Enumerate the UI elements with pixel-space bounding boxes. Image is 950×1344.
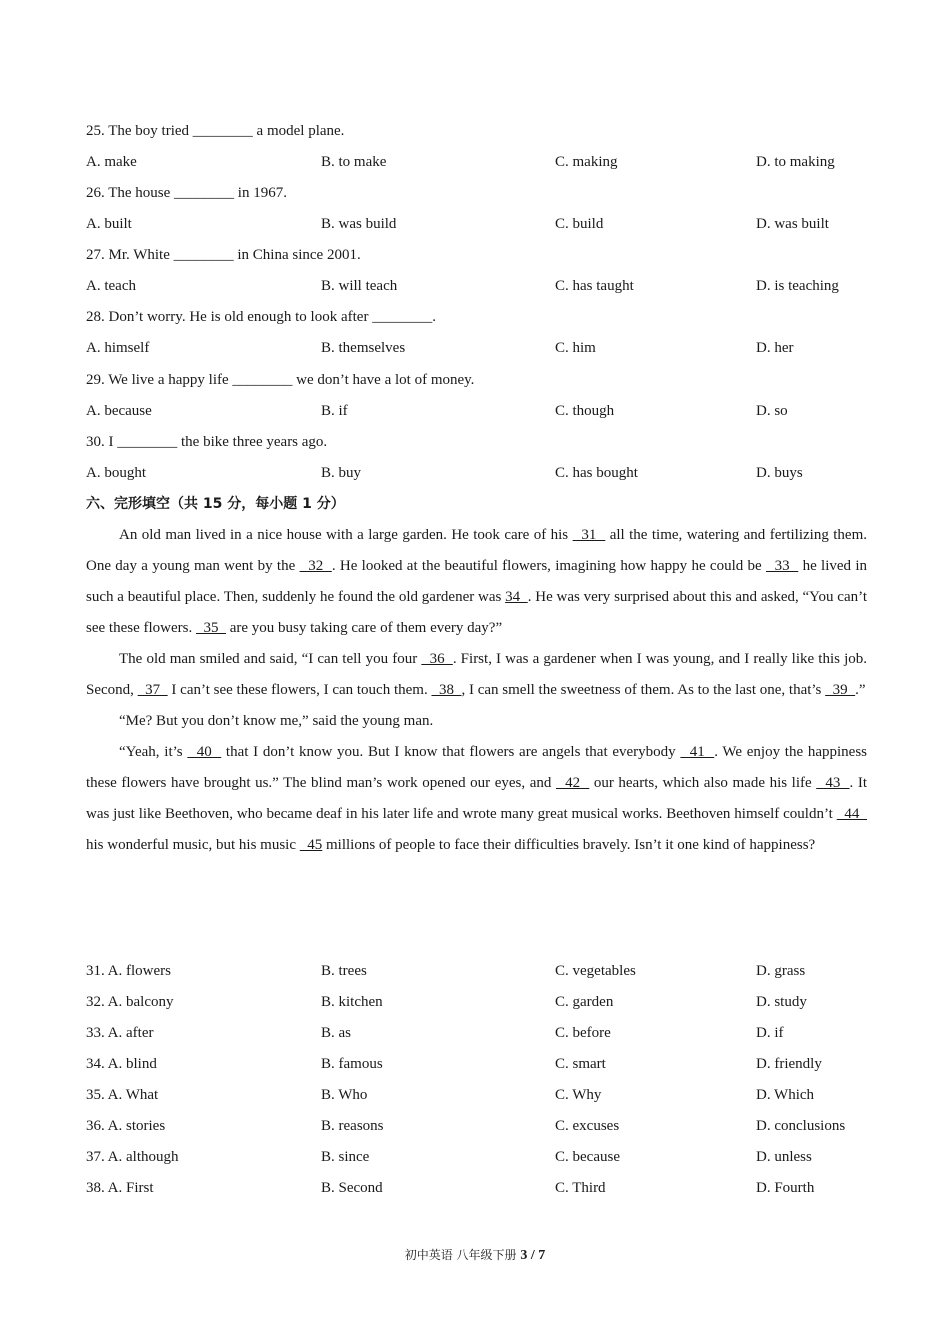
- passage-text: . He looked at the beautiful flowers, imagining how happy he could be: [331, 558, 767, 574]
- passage-text: that I don’t know you. But I know that flowers are angels that everybody: [221, 744, 681, 760]
- blank-39: 39: [825, 682, 856, 698]
- passage-text: . We enjoy the happiness these flowers have brought us.” The blind man’s work opened our eyes, and: [86, 744, 868, 791]
- option-c: C. smart: [555, 1056, 606, 1072]
- passage-text: The old man smiled and said, “I can tell you four: [119, 651, 422, 667]
- passage-text: . It was just like Beethoven, who became deaf in his later life and wrote many great musical works. Beethoven himself couldn’t: [86, 775, 868, 822]
- passage-paragraph: [86, 737, 867, 861]
- option-c: C. him: [555, 340, 596, 356]
- passage-paragraph: “Me? But you don’t know me,” said the young man.: [119, 713, 434, 729]
- option-row: [86, 276, 886, 296]
- question-stem: 29. We live a happy life ________ we don’t have a lot of money.: [86, 372, 475, 388]
- option-row: [86, 214, 886, 234]
- option-c: C. excuses: [555, 1118, 620, 1134]
- cloze-option-row: [86, 1147, 886, 1167]
- option-c: C. though: [555, 403, 615, 419]
- option-b: B. if: [321, 403, 348, 419]
- passage-text: .”: [855, 682, 866, 698]
- passage-text: I can’t see these flowers, I can touch them.: [167, 682, 432, 698]
- option-d: D. Which: [756, 1087, 815, 1103]
- page-footer: [0, 1246, 950, 1264]
- passage-text: are you busy taking care of them every day?”: [225, 620, 503, 636]
- question-stem: 26. The house ________ in 1967.: [86, 185, 287, 201]
- page-number: 3 / 7: [520, 1248, 546, 1263]
- option-b: B. Who: [321, 1087, 368, 1103]
- cloze-option-row: [86, 1116, 886, 1136]
- blank-35: 35: [195, 620, 226, 636]
- passage-text: all the time, watering and fertilizing them. One day a young man went by the: [86, 527, 868, 574]
- option-b: B. trees: [321, 963, 367, 979]
- option-b: B. buy: [321, 465, 362, 481]
- blank-32: 32: [299, 558, 332, 574]
- blank-44: 44: [836, 806, 867, 822]
- passage-text: “Yeah, it’s: [119, 744, 188, 760]
- option-a: A. bought: [86, 465, 146, 481]
- section-title: 六、完形填空（共 15 分，每小题 1 分）: [86, 496, 345, 512]
- option-d: D. unless: [756, 1149, 812, 1165]
- option-b: B. since: [321, 1149, 370, 1165]
- cloze-passage: [86, 520, 867, 861]
- option-d: D. so: [756, 403, 788, 419]
- cloze-option-row: [86, 1178, 886, 1198]
- blank-36: 36: [421, 651, 453, 667]
- option-a: 34. A. blind: [86, 1056, 157, 1072]
- cloze-option-row: [86, 1023, 886, 1043]
- passage-paragraph: [86, 644, 867, 706]
- passage-text: millions of people to face their difficulties bravely. Isn’t it one kind of happiness?: [322, 837, 816, 853]
- option-a: 38. A. First: [86, 1180, 154, 1196]
- option-b: B. kitchen: [321, 994, 383, 1010]
- passage-text: our hearts, which also made his life: [589, 775, 817, 791]
- blank-45: 45: [299, 837, 323, 853]
- question-stem: 27. Mr. White ________ in China since 2001.: [86, 247, 361, 263]
- option-c: C. has taught: [555, 278, 634, 294]
- passage-text: An old man lived in a nice house with a large garden. He took care of his: [119, 527, 573, 543]
- option-b: B. will teach: [321, 278, 398, 294]
- question-stem: 28. Don’t worry. He is old enough to look after ________.: [86, 309, 436, 325]
- option-b: B. as: [321, 1025, 351, 1041]
- option-a: 31. A. flowers: [86, 963, 171, 979]
- blank-41: 41: [680, 744, 715, 760]
- option-c: C. Why: [555, 1087, 602, 1103]
- passage-text: , I can smell the sweetness of them. As to the last one, that’s: [461, 682, 826, 698]
- option-d: D. conclusions: [756, 1118, 846, 1134]
- option-d: D. is teaching: [756, 278, 839, 294]
- option-c: C. vegetables: [555, 963, 636, 979]
- cloze-option-row: [86, 1054, 886, 1074]
- option-c: C. garden: [555, 994, 614, 1010]
- cloze-option-row: [86, 992, 886, 1012]
- question-stem: 25. The boy tried ________ a model plane.: [86, 123, 345, 139]
- option-d: D. to making: [756, 154, 835, 170]
- option-a: A. because: [86, 403, 152, 419]
- passage-text: . First, I was a gardener when I was young, and I really like this job. Second,: [86, 651, 868, 698]
- blank-42: 42: [555, 775, 590, 791]
- blank-40: 40: [187, 744, 222, 760]
- blank-33: 33: [766, 558, 799, 574]
- option-row: [86, 152, 886, 172]
- option-b: B. famous: [321, 1056, 383, 1072]
- option-c: C. has bought: [555, 465, 638, 481]
- option-row: [86, 338, 886, 358]
- option-d: D. her: [756, 340, 794, 356]
- blank-37: 37: [137, 682, 168, 698]
- option-d: D. was built: [756, 216, 829, 232]
- option-c: C. because: [555, 1149, 620, 1165]
- passage-text: he lived in such a beautiful place. Then, suddenly he found the old gardener was: [86, 558, 868, 605]
- option-a: A. built: [86, 216, 132, 232]
- option-a: 33. A. after: [86, 1025, 154, 1041]
- question-stem: 30. I ________ the bike three years ago.: [86, 434, 328, 450]
- option-d: D. grass: [756, 963, 806, 979]
- option-c: C. Third: [555, 1180, 606, 1196]
- option-b: B. reasons: [321, 1118, 384, 1134]
- passage-text: . He was very surprised about this and asked, “You can’t see these flowers.: [86, 589, 868, 636]
- option-b: B. Second: [321, 1180, 383, 1196]
- blank-34: 34: [505, 589, 528, 605]
- blank-31: 31: [572, 527, 606, 543]
- option-c: C. making: [555, 154, 618, 170]
- option-a: 32. A. balcony: [86, 994, 174, 1010]
- option-a: A. make: [86, 154, 137, 170]
- option-d: D. study: [756, 994, 807, 1010]
- option-d: D. Fourth: [756, 1180, 815, 1196]
- option-a: 35. A. What: [86, 1087, 159, 1103]
- option-a: 36. A. stories: [86, 1118, 166, 1134]
- blank-43: 43: [816, 775, 850, 791]
- passage-paragraph: [86, 520, 867, 644]
- blank-38: 38: [431, 682, 462, 698]
- footer-label: 初中英语 八年级下册: [404, 1248, 521, 1262]
- option-c: C. build: [555, 216, 604, 232]
- option-c: C. before: [555, 1025, 611, 1041]
- cloze-option-row: [86, 961, 886, 981]
- option-a: A. teach: [86, 278, 136, 294]
- option-b: B. was build: [321, 216, 397, 232]
- cloze-option-row: [86, 1085, 886, 1105]
- option-d: D. friendly: [756, 1056, 822, 1072]
- option-row: [86, 401, 886, 421]
- option-d: D. buys: [756, 465, 803, 481]
- option-a: 37. A. although: [86, 1149, 179, 1165]
- option-b: B. to make: [321, 154, 387, 170]
- option-b: B. themselves: [321, 340, 406, 356]
- option-d: D. if: [756, 1025, 784, 1041]
- option-a: A. himself: [86, 340, 150, 356]
- option-row: [86, 463, 886, 483]
- passage-text: his wonderful music, but his music: [86, 837, 300, 853]
